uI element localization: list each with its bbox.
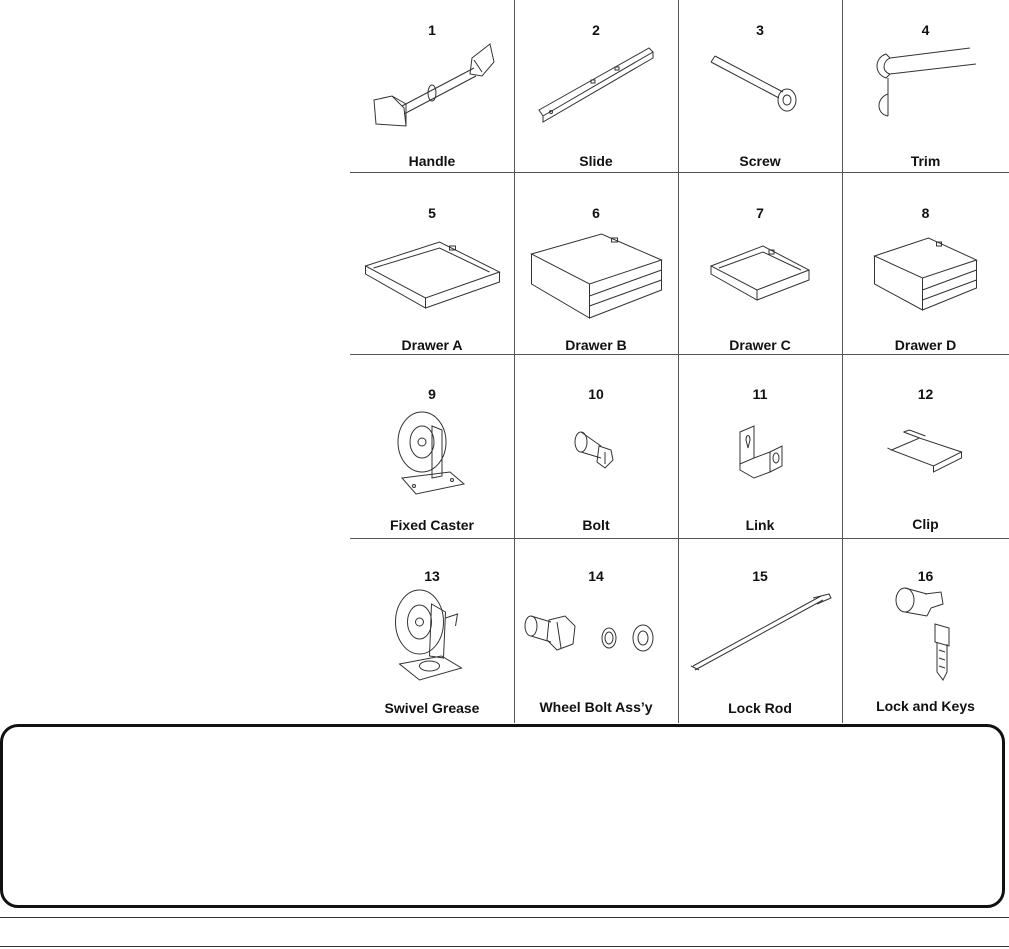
part-cell-link	[678, 354, 842, 538]
wheel-bolt-assembly-icon	[521, 608, 671, 658]
part-cell-wheel-bolt-assy	[514, 538, 678, 723]
part-cell-drawer-d	[842, 172, 1009, 354]
drawer-c-icon	[705, 232, 815, 317]
part-number: 6	[592, 205, 600, 221]
part-cell-bolt	[514, 354, 678, 538]
screw-icon	[705, 50, 815, 120]
part-number: 14	[588, 568, 604, 584]
part-name: Lock and Keys	[876, 698, 975, 714]
drawer-b-icon	[524, 224, 669, 324]
part-number: 7	[756, 205, 764, 221]
part-number: 13	[424, 568, 440, 584]
part-cell-handle	[350, 0, 514, 172]
part-name: Handle	[408, 153, 456, 169]
part-cell-lock-rod	[678, 538, 842, 723]
part-number: 2	[592, 22, 600, 38]
part-cell-lock-and-keys	[842, 538, 1009, 723]
part-name: Drawer A	[401, 337, 463, 353]
parts-table	[350, 0, 1009, 723]
part-name: Clip	[912, 516, 939, 532]
slide-icon	[531, 40, 661, 130]
part-cell-slide	[514, 0, 678, 172]
trim-icon	[866, 44, 986, 124]
part-name: Wheel Bolt Ass’y	[539, 699, 653, 715]
part-number: 1	[428, 22, 436, 38]
part-number: 10	[588, 386, 604, 402]
drawer-a-icon	[360, 228, 505, 318]
part-name: Drawer C	[729, 337, 791, 353]
part-cell-fixed-caster	[350, 354, 514, 538]
part-number: 8	[921, 205, 930, 221]
notes-box	[0, 724, 1005, 908]
part-cell-drawer-c	[678, 172, 842, 354]
bolt-icon	[571, 428, 621, 472]
part-number: 5	[428, 205, 436, 221]
part-name: Slide	[579, 153, 613, 169]
part-number: 15	[752, 568, 768, 584]
part-number: 11	[752, 386, 768, 402]
part-name: Link	[745, 517, 775, 533]
link-icon	[730, 422, 790, 482]
part-name: Bolt	[582, 517, 610, 533]
part-name: Drawer D	[894, 337, 957, 353]
part-number: 9	[428, 386, 436, 402]
swivel-caster-icon	[390, 586, 475, 686]
fixed-caster-icon	[392, 406, 472, 501]
drawer-d-icon	[868, 228, 983, 318]
part-cell-swivel-grease	[350, 538, 514, 723]
part-name: Drawer B	[565, 337, 627, 353]
footer-divider	[0, 917, 1009, 918]
part-number: 4	[921, 22, 930, 38]
part-cell-drawer-b	[514, 172, 678, 354]
part-name: Lock Rod	[728, 700, 792, 716]
lock-rod-icon	[685, 590, 835, 675]
part-cell-trim	[842, 0, 1009, 172]
footer-divider	[0, 946, 1009, 947]
handle-icon	[362, 38, 502, 138]
lock-and-keys-icon	[891, 584, 961, 684]
part-number: 12	[917, 386, 934, 402]
part-cell-screw	[678, 0, 842, 172]
part-name: Screw	[739, 153, 781, 169]
part-name: Fixed Caster	[389, 517, 475, 533]
clip-icon	[883, 426, 968, 476]
part-cell-clip	[842, 354, 1009, 538]
part-number: 16	[917, 568, 934, 584]
part-number: 3	[756, 22, 764, 38]
part-cell-drawer-a	[350, 172, 514, 354]
part-name: Swivel Grease	[384, 700, 480, 716]
part-name: Trim	[910, 153, 941, 169]
